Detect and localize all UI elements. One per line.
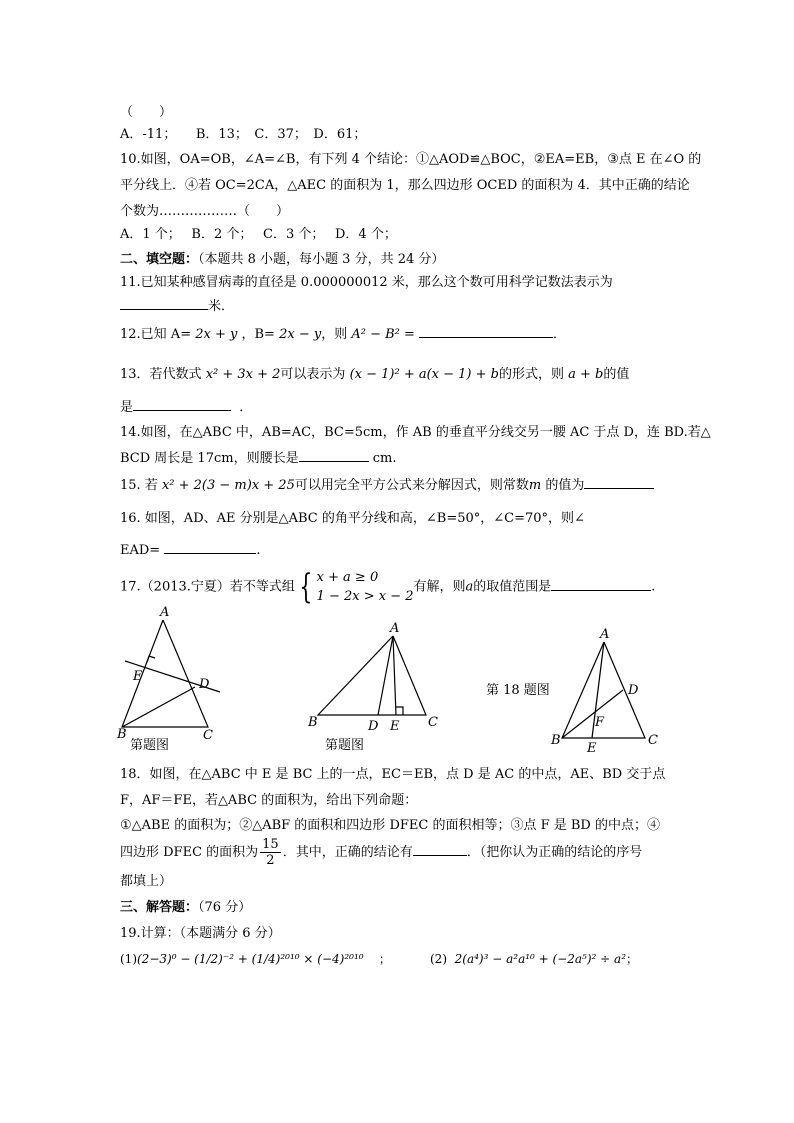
q16-line2 [120,541,260,560]
q19-p1-expr: (2−3)⁰ − (1/2)⁻² + (1/4)²⁰¹⁰ × (−4)²⁰¹⁰ [137,952,364,966]
q9-paren: （ ） [120,105,173,120]
q18-line4c: ．（把你认为正确的结论的序号 [466,845,643,860]
q12-answer-blank[interactable] [419,325,553,338]
q13-form: (x − 1)² + a(x − 1) + b [349,367,499,382]
q13-end: ． [239,400,253,415]
q11-unit: 米． [208,299,235,314]
q18-line4 [120,836,642,870]
q10-line1: 10.如图，OA=OB，∠A=∠B，有下列 4 个结论：①△AOD≌△BOC，②EA=EB，③点 E 在∠O 的 [120,152,702,167]
q14-answer-blank[interactable] [299,449,369,462]
q17-ineq1: x + a ≥ 0 [316,570,379,585]
q13-tail: 的值 [603,367,630,382]
q19-part1 [120,950,391,968]
q17-ineq2: 1 − 2x > x − 2 [316,589,414,604]
q17-tail: 的取值范围是 [473,579,552,595]
fig2-label-b: B [308,715,318,730]
section3-note: （76 分） [198,900,252,915]
q18-answer-blank[interactable] [413,843,467,856]
q17-answer-blank[interactable] [551,578,651,591]
fig2-label-c: C [428,715,438,730]
q12-b-expr: 2x − y [279,327,322,342]
q17-var: a [465,579,474,595]
q19-part2 [430,950,638,968]
fig1-label-e: E [133,669,143,684]
q19-p2-label: (2) [430,952,447,966]
q12-line [120,325,566,344]
q18-frac-num: 15 [262,837,279,852]
q12-mid: ，B= [241,327,275,342]
q12-end: ． [553,327,567,342]
fig1-caption: 第题图 [130,738,170,753]
q19-title: 19.计算：（本题满分 6 分） [120,926,281,941]
q17-prefix: 17.（2013.宁夏）若不等式组 [120,579,295,595]
q11-line1: 11.已知某种感冒病毒的直径是 0.000000012 米，那么这个数可用科学记数法表示为 [120,275,613,290]
fig2-angle-bisector-ad [378,636,393,715]
q10-line2: 平分线上．④若 OC=2CA，△AEC 的面积为 1，那么四边形 OCED 的面积为 4．其中正确的结论 [120,178,690,193]
q14-line2a: BCD 周长是 17cm，则腰长是 [120,451,299,466]
q13-mid: 可以表示为 [280,367,346,382]
q13-expr: x² + 3x + 2 [205,367,281,382]
q18-line3: ①△ABE 的面积为；②△ABF 的面积和四边形 DFEC 的面积相等；③点 F 是 BD 的中点；④ [120,818,660,833]
section2-heading [120,251,444,269]
fig2-label-d: D [368,719,379,734]
q17-line [120,568,655,607]
fig3-label-b: B [551,733,561,748]
fig3-label-e: E [587,741,597,754]
q10-options: A．1 个； B．2 个； C．3 个； D．4 个； [120,227,397,242]
fig3-label-c: C [648,733,658,748]
q18-line5: 都填上） [120,874,173,889]
q16-answer-blank[interactable] [164,541,256,554]
section3-heading [120,899,251,917]
q16-line2-text: EAD= [120,543,161,558]
section2-title: 二、填空题： [120,252,199,267]
section2-note: （本题共 8 小题，每小题 3 分，共 24 分） [198,252,445,267]
q18-line4a: 四边形 DFEC 的面积为 [120,845,259,860]
q15-expr: x² + 2(3 − m)x + 25 [161,478,295,493]
fig1-label-b: B [117,727,127,742]
figure-2 [318,636,426,715]
fig1-label-d: D [199,677,210,692]
q15-answer-blank[interactable] [584,476,654,489]
q15-mid: 可以用完全平方公式来分解因式，则常数 [294,478,529,493]
fig2-caption: 第题图 [325,738,365,753]
q12-a-expr: 2x + y [195,327,238,342]
q15-tail: 的值为 [545,478,585,493]
q13-ab: a + b [568,367,604,382]
fig2-altitude-ae [393,636,396,715]
q13-line1 [120,366,629,384]
fig3-label-f: F [595,715,605,730]
figures-row [0,604,794,754]
fig3-label-a: A [600,627,610,642]
q14-line1: 14.如图，在△ABC 中，AB=AC，BC=5cm，作 AB 的垂直平分线交另一腰 AC 于点 D，连 BD.若△ [120,425,711,440]
fig2-label-e: E [390,719,400,734]
q14-line2b: cm. [372,451,397,466]
fig2-right-angle-mark [396,707,403,715]
q17-system [317,568,414,606]
q15-var: m [528,478,542,493]
q17-mid: 有解，则 [413,579,466,595]
q18-line2: F，AF＝FE，若△ABC 的面积为，给出下列命题： [120,793,418,808]
q13-answer-blank[interactable] [133,398,231,411]
q18-fraction [260,837,281,868]
fig1-segment-bd [122,687,195,727]
q13-prefix: 13．若代数式 [120,367,202,382]
q18-line1: 18．如图，在△ABC 中 E 是 BC 上的一点，EC＝EB，点 D 是 AC 的中点，AE、BD 交于点 [120,767,666,782]
section3-title: 三、解答题： [120,900,199,915]
q11-line2 [120,297,234,316]
q14-line2 [120,449,396,468]
q12-target: A² − B² = [351,327,415,342]
q17-brace: { [299,567,313,607]
fig3-label-d: D [628,683,639,698]
fig2-label-a: A [390,621,400,636]
q19-p1-end: ； [378,952,391,966]
q9-options: A．-11； B．13； C．37； D．61； [120,127,367,142]
q19-p2-expr: 2(a⁴)³ − a²a¹⁰ + (−2a⁵)² ÷ a² [454,952,626,966]
q19-p2-end: ； [626,952,639,966]
fig1-label-a: A [160,605,170,620]
fig2-triangle [318,636,426,715]
fig3-caption: 第 18 题图 [486,683,550,698]
q16-end: . [256,543,261,558]
q15-prefix: 15. 若 [120,478,158,493]
q18-line4b: ．其中，正确的结论有 [282,845,413,860]
q19-p1-label: (1) [120,952,137,966]
q12-prefix: 12.已知 A= [120,327,192,342]
fig1-right-angle-mark [147,656,155,662]
q15-line [120,476,654,495]
q17-end: . [651,579,656,595]
q13-line2-text: 是 [120,400,134,415]
q18-frac-den: 2 [266,853,275,868]
q11-answer-blank[interactable] [120,297,208,310]
q12-then: ，则 [321,327,348,342]
fig1-label-c: C [203,728,213,743]
q10-line3: 个数为………………（ ） [120,204,290,219]
q13-line2 [120,398,252,417]
q16-line1: 16. 如图，AD、AE 分别是△ABC 的角平分线和高，∠B=50°，∠C=70°，则∠ [120,511,585,526]
q13-suffix: 的形式，则 [498,367,564,382]
